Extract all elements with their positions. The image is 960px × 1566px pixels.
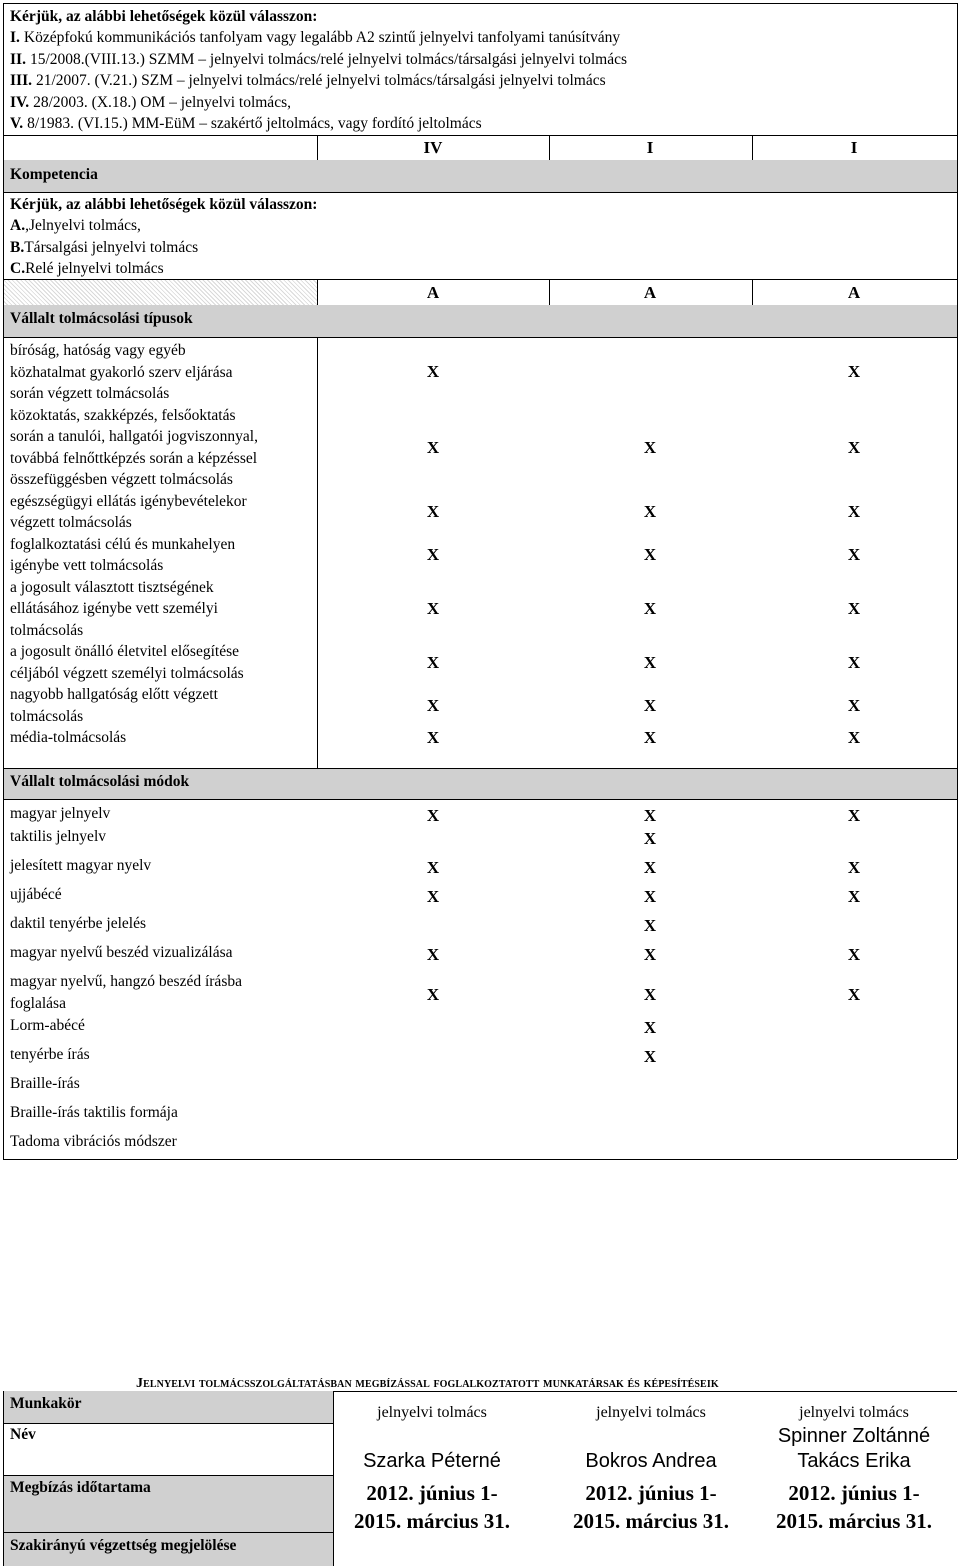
intro-option-text: 15/2008.(VIII.13.) SZMM – jelnyelvi tolmács/relé jelnyelvi tolmács/társalgási jelnyelvi tolmács bbox=[29, 50, 627, 68]
competence-label-bg bbox=[3, 160, 957, 192]
type-row-mark: X bbox=[643, 545, 657, 564]
competence-heading: Kérjük, az alábbi lehetőségek közül válasszon: bbox=[10, 196, 318, 213]
competence-label: Kompetencia bbox=[10, 166, 98, 183]
type-row-mark: X bbox=[643, 727, 657, 747]
rule bbox=[3, 3, 957, 4]
rule bbox=[3, 1391, 4, 1566]
competence-option-text: ,Jelnyelvi tolmács, bbox=[25, 217, 141, 234]
type-row-label: céljából végzett személyi tolmácsolás bbox=[10, 664, 244, 682]
staff-name: Szarka Péterné bbox=[363, 1450, 501, 1472]
type-row-mark: X bbox=[847, 652, 861, 672]
type-row-mark: X bbox=[847, 362, 861, 382]
staff-period: 2015. március 31. bbox=[354, 1509, 510, 1533]
type-row-mark: X bbox=[847, 502, 861, 521]
rule bbox=[3, 3, 4, 135]
rule bbox=[3, 768, 957, 769]
type-row-label: közoktatás, szakképzés, felsőoktatás bbox=[10, 406, 236, 424]
type-row-label: közhatalmat gyakorló szerv eljárása bbox=[10, 363, 233, 381]
type-row-label: a jogosult választott tisztségének bbox=[10, 578, 214, 596]
type-row-label: tolmácsolás bbox=[10, 707, 84, 725]
modes-label: Vállalt tolmácsolási módok bbox=[10, 773, 190, 790]
staff-title: Jelnyelvi tolmácsszolgáltatásban megbízással foglalkoztatott munkatársak és képesítéseik bbox=[136, 1376, 719, 1391]
mode-row-mark: X bbox=[847, 886, 861, 906]
mode-row-mark: X bbox=[643, 857, 657, 877]
type-row-mark: X bbox=[426, 362, 440, 382]
mode-row-mark: X bbox=[643, 805, 657, 825]
rule bbox=[3, 1475, 333, 1476]
staff-period: 2015. március 31. bbox=[573, 1509, 729, 1533]
mode-row-mark: X bbox=[643, 886, 657, 906]
type-row-mark: X bbox=[426, 598, 440, 618]
mode-row-mark: X bbox=[426, 805, 440, 825]
mode-row-label: tenyérbe írás bbox=[10, 1046, 90, 1063]
mode-row-mark: X bbox=[847, 857, 861, 877]
type-row-label: során a tanulói, hallgatói jogviszonnyal, bbox=[10, 428, 258, 445]
type-row-mark: X bbox=[847, 695, 861, 715]
mode-row-label: Braille-írás bbox=[10, 1075, 80, 1092]
competence-option-num: B. bbox=[10, 238, 25, 256]
mode-row-mark: X bbox=[643, 944, 657, 964]
types-label: Vállalt tolmácsolási típusok bbox=[10, 310, 193, 327]
mode-row-mark: X bbox=[643, 1017, 657, 1037]
mode-row-label: taktilis jelnyelv bbox=[10, 828, 106, 845]
mode-row-mark: X bbox=[426, 944, 440, 964]
competence-row-value: A bbox=[847, 283, 861, 302]
type-row-mark: X bbox=[643, 598, 657, 618]
type-row-mark: X bbox=[426, 437, 440, 457]
mode-row-mark: X bbox=[643, 1046, 657, 1066]
competence-value: I bbox=[850, 138, 858, 157]
competence-option-num: A. bbox=[10, 217, 26, 234]
rule bbox=[3, 1423, 333, 1424]
staff-role-label: Munkakör bbox=[10, 1395, 82, 1412]
staff-role: jelnyelvi tolmács bbox=[596, 1404, 706, 1421]
staff-period: 2012. június 1- bbox=[585, 1481, 717, 1505]
mode-row-label: foglalása bbox=[10, 994, 66, 1012]
staff-period-label: Megbízás időtartama bbox=[10, 1479, 151, 1496]
staff-name: Bokros Andrea bbox=[585, 1450, 717, 1472]
intro-option-num: II. bbox=[10, 50, 26, 68]
rule bbox=[3, 192, 957, 193]
type-row-mark: X bbox=[426, 652, 440, 672]
rule bbox=[3, 1532, 333, 1533]
intro-option-text: 8/1983. (VI.15.) MM-EüM – szakértő jeltolmács, vagy fordító jeltolmács bbox=[27, 115, 482, 132]
mode-row-label: Braille-írás taktilis formája bbox=[10, 1104, 178, 1121]
mode-row-label: ujjábécé bbox=[10, 886, 62, 903]
staff-name: Spinner Zoltánné bbox=[777, 1425, 931, 1447]
rule bbox=[3, 337, 957, 338]
type-row-mark: X bbox=[643, 695, 657, 715]
competence-row-value: A bbox=[643, 283, 657, 302]
mode-row-mark: X bbox=[643, 828, 657, 848]
type-row-label: igénybe vett tolmácsolás bbox=[10, 557, 164, 574]
intro-option-text: Középfokú kommunikációs tanfolyam vagy legalább A2 szintű jelnyelvi tanfolyami tanúsítvány bbox=[23, 29, 621, 46]
mode-row-label: Tadoma vibrációs módszer bbox=[10, 1133, 177, 1150]
staff-name-label: Név bbox=[10, 1426, 36, 1443]
staff-role: jelnyelvi tolmács bbox=[377, 1404, 487, 1421]
mode-row-mark: X bbox=[847, 805, 861, 825]
mode-row-mark: X bbox=[426, 857, 440, 877]
mode-row-mark: X bbox=[643, 915, 657, 935]
type-row-label: foglalkoztatási célú és munkahelyen bbox=[10, 535, 236, 553]
type-row-label: a jogosult önálló életvitel elősegítése bbox=[10, 643, 239, 660]
type-row-label: média-tolmácsolás bbox=[10, 729, 127, 746]
type-row-mark: X bbox=[643, 502, 657, 521]
type-row-mark: X bbox=[643, 437, 657, 457]
mode-row-mark: X bbox=[426, 984, 440, 1004]
mode-row-mark: X bbox=[426, 886, 440, 906]
staff-qual-label: Szakirányú végzettség megjelölése bbox=[10, 1537, 237, 1554]
type-row-label: nagyobb hallgatóság előtt végzett bbox=[10, 686, 218, 703]
competence-option-text: Társalgási jelnyelvi tolmács bbox=[24, 238, 199, 256]
type-row-label: során végzett tolmácsolás bbox=[10, 385, 170, 402]
rule bbox=[317, 279, 318, 305]
type-row-label: tolmácsolás bbox=[10, 621, 84, 639]
intro-option-text: 28/2003. (X.18.) OM – jelnyelvi tolmács, bbox=[33, 93, 291, 111]
intro-option-num: IV. bbox=[10, 93, 30, 111]
type-row-label: ellátásához igénybe vett személyi bbox=[10, 600, 218, 617]
rule bbox=[549, 135, 550, 160]
intro-option-num: I. bbox=[10, 29, 20, 46]
mode-row-mark: X bbox=[847, 984, 861, 1004]
type-row-label: összefüggésben végzett tolmácsolás bbox=[10, 471, 233, 488]
type-row-label: bíróság, hatóság vagy egyéb bbox=[10, 342, 186, 359]
competence-row-value: A bbox=[426, 283, 440, 302]
mode-row-label: magyar nyelvű, hangzó beszéd írásba bbox=[10, 973, 242, 990]
mode-row-label: magyar jelnyelv bbox=[10, 805, 111, 822]
competence-option-text: Relé jelnyelvi tolmács bbox=[25, 260, 164, 277]
staff-period: 2012. június 1- bbox=[788, 1481, 920, 1505]
intro-option-text: 21/2007. (V.21.) SZM – jelnyelvi tolmács/relé jelnyelvi tolmács/társalgási jelnyelvi tolmács bbox=[35, 72, 606, 89]
staff-role: jelnyelvi tolmács bbox=[799, 1404, 909, 1421]
mode-row-label: Lorm-abécé bbox=[10, 1017, 85, 1034]
staff-name-label-bg bbox=[3, 1423, 333, 1475]
mode-row-mark: X bbox=[643, 984, 657, 1004]
type-row-label: végzett tolmácsolás bbox=[10, 514, 132, 531]
rule bbox=[752, 279, 753, 305]
type-row-mark: X bbox=[847, 545, 861, 564]
mode-row-label: daktil tenyérbe jelelés bbox=[10, 915, 146, 932]
type-row-mark: X bbox=[847, 437, 861, 457]
intro-option-num: III. bbox=[10, 72, 32, 89]
type-row-mark: X bbox=[426, 727, 440, 747]
mode-row-label: jelesített magyar nyelv bbox=[10, 857, 152, 874]
type-row-mark: X bbox=[426, 502, 440, 521]
staff-period: 2012. június 1- bbox=[366, 1481, 498, 1505]
mode-row-mark: X bbox=[847, 944, 861, 964]
rule bbox=[957, 3, 958, 1159]
rule bbox=[3, 135, 957, 136]
type-row-label: továbbá felnőttképzés során a képzéssel bbox=[10, 449, 258, 467]
types-hatch bbox=[4, 280, 317, 305]
type-row-mark: X bbox=[847, 598, 861, 618]
competence-value: IV bbox=[423, 138, 443, 157]
competence-option-num: C. bbox=[10, 260, 26, 277]
type-row-label: egészségügyi ellátás igénybevételekor bbox=[10, 492, 247, 510]
type-row-mark: X bbox=[643, 652, 657, 672]
mode-row-label: magyar nyelvű beszéd vizualizálása bbox=[10, 944, 233, 961]
rule bbox=[317, 337, 318, 768]
rule bbox=[549, 279, 550, 305]
intro-option-num: V. bbox=[10, 115, 24, 132]
competence-value: I bbox=[646, 138, 654, 157]
type-row-mark: X bbox=[426, 545, 440, 564]
staff-period: 2015. március 31. bbox=[776, 1509, 932, 1533]
rule bbox=[752, 135, 753, 160]
rule bbox=[3, 1159, 957, 1160]
type-row-mark: X bbox=[426, 695, 440, 715]
rule bbox=[3, 799, 957, 800]
staff-name: Takács Erika bbox=[797, 1450, 911, 1472]
intro-heading: Kérjük, az alábbi lehetőségek közül válasszon: bbox=[10, 8, 318, 25]
type-row-mark: X bbox=[847, 727, 861, 747]
